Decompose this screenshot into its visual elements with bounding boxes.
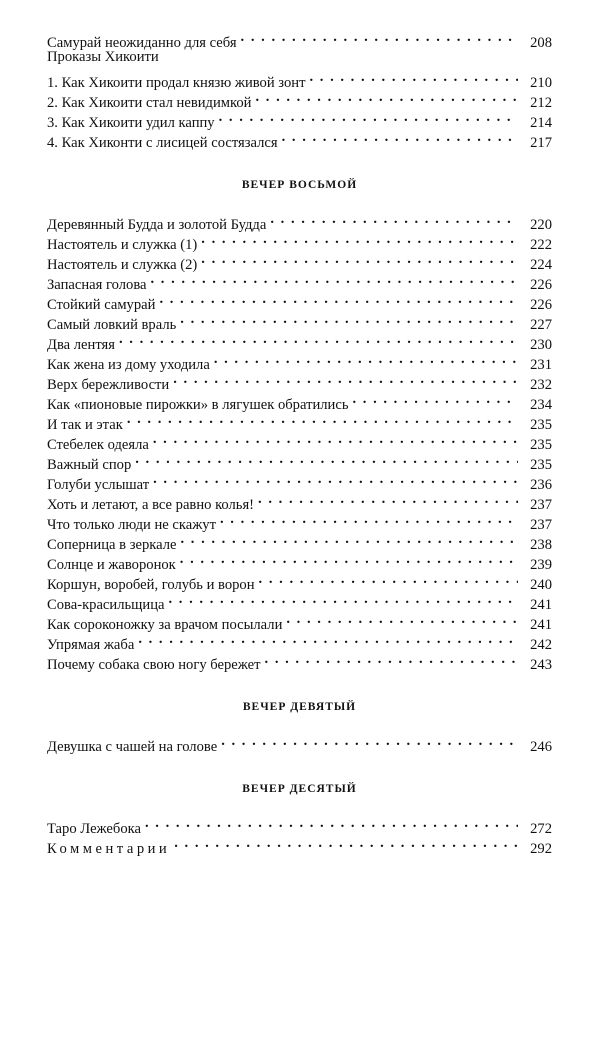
toc-entry-page: 226 <box>530 277 552 293</box>
toc-entry-title: Стебелек одеяла <box>47 437 149 453</box>
dot-leader <box>145 813 518 833</box>
toc-entry-title: Солнце и жаворонок <box>47 557 176 573</box>
toc-entry[interactable] <box>47 731 552 755</box>
spacer <box>47 717 552 731</box>
dot-leader <box>151 269 519 289</box>
toc-entry-page: 235 <box>530 457 552 473</box>
toc-entry-title: Как жена из дому уходила <box>47 357 210 373</box>
toc-entry-page: 239 <box>530 557 552 573</box>
toc-entry-title: Хоть и летают, а все равно колья! <box>47 497 255 513</box>
toc-entry-title: Соперница в зеркале <box>47 537 177 553</box>
dot-leader <box>259 569 518 589</box>
toc-entry-page: 220 <box>530 217 552 233</box>
toc-entry-title: 3. Как Хикоити удил каппу <box>47 115 215 131</box>
toc-entry-page: 235 <box>530 417 552 433</box>
toc-entry-title: Верх бережливости <box>47 377 170 393</box>
spacer <box>47 799 552 813</box>
toc-entry-page: 214 <box>530 115 552 131</box>
toc-entry-page: 234 <box>530 397 552 413</box>
dot-leader <box>309 67 518 87</box>
toc-subheading-text: Проказы Хикоити <box>47 49 159 65</box>
toc-entry-title: Комментарии <box>47 841 171 857</box>
toc-entry-page: 224 <box>530 257 552 273</box>
toc-entry-page: 217 <box>530 135 552 151</box>
toc-entry[interactable] <box>47 209 552 233</box>
dot-leader <box>352 389 518 409</box>
toc-entry-page: 226 <box>530 297 552 313</box>
dot-leader <box>241 27 518 47</box>
toc-entry-page: 243 <box>530 657 552 673</box>
dot-leader <box>173 369 518 389</box>
dot-leader <box>180 549 518 569</box>
toc-entry-title: И так и этак <box>47 417 123 433</box>
dot-leader <box>135 449 518 469</box>
dot-leader <box>286 609 518 629</box>
dot-leader <box>180 309 518 329</box>
toc-entry-page: 237 <box>530 497 552 513</box>
toc-entry-page: 235 <box>530 437 552 453</box>
toc-entry-title: Стойкий самурай <box>47 297 156 313</box>
toc-entry-page: 210 <box>530 75 552 91</box>
toc-entry-title: Запасная голова <box>47 277 147 293</box>
dot-leader <box>270 209 518 229</box>
dot-leader <box>219 107 518 127</box>
toc-entry-page: 237 <box>530 517 552 533</box>
toc-entry-page: 227 <box>530 317 552 333</box>
dot-leader <box>153 469 518 489</box>
toc-entry-page: 212 <box>530 95 552 111</box>
toc-entry-title: Коршун, воробей, голубь и ворон <box>47 577 255 593</box>
dot-leader <box>214 349 518 369</box>
toc-entry-title: Что только люди не скажут <box>47 517 216 533</box>
toc-entry-page: 238 <box>530 537 552 553</box>
toc-entry-title: Упрямая жаба <box>47 637 135 653</box>
toc-entry-page: 231 <box>530 357 552 373</box>
toc-entry[interactable] <box>47 813 552 837</box>
dot-leader <box>119 329 518 349</box>
toc-entry-title: Девушка с чашей на голове <box>47 739 218 755</box>
toc-entry-page: 208 <box>530 35 552 51</box>
dot-leader <box>201 229 518 249</box>
table-of-contents <box>47 27 552 857</box>
toc-entry-page: 236 <box>530 477 552 493</box>
toc-entry[interactable] <box>47 349 552 373</box>
dot-leader <box>127 409 518 429</box>
dot-leader <box>220 509 518 529</box>
dot-leader <box>282 127 518 147</box>
dot-leader <box>153 429 518 449</box>
toc-entry-title: Сова-красильщица <box>47 597 165 613</box>
dot-leader <box>265 649 518 669</box>
toc-entry-title: Как «пионовые пирожки» в лягушек обратились <box>47 397 349 413</box>
toc-entry-page: 241 <box>530 597 552 613</box>
toc-entry-title: Настоятель и служка (2) <box>47 257 198 273</box>
toc-entry-title: Самый ловкий враль <box>47 317 177 333</box>
toc-entry-title: Настоятель и служка (1) <box>47 237 198 253</box>
toc-entry-page: 222 <box>530 237 552 253</box>
section-heading: ВЕЧЕР ДЕВЯТЫЙ <box>242 701 357 713</box>
dot-leader <box>258 489 518 509</box>
toc-entry[interactable] <box>47 67 552 91</box>
toc-entry-title: Деревянный Будда и золотой Будда <box>47 217 267 233</box>
dot-leader <box>180 529 518 549</box>
toc-entry-page: 246 <box>530 739 552 755</box>
dot-leader <box>221 731 518 751</box>
section-heading: ВЕЧЕР ВОСЬМОЙ <box>241 179 358 191</box>
toc-entry-page: 242 <box>530 637 552 653</box>
toc-entry-page: 292 <box>530 841 552 857</box>
toc-entry-title: Таро Лежебока <box>47 821 141 837</box>
toc-entry-page: 232 <box>530 377 552 393</box>
toc-entry-page: 272 <box>530 821 552 837</box>
toc-entry-title: Важный спор <box>47 457 132 473</box>
toc-entry-title: 4. Как Хиконти с лисицей состязался <box>47 135 278 151</box>
toc-entry-title: Голуби услышат <box>47 477 150 493</box>
toc-subheading <box>47 47 552 67</box>
toc-entry-title: 2. Как Хикоити стал невидимкой <box>47 95 252 111</box>
dot-leader <box>169 589 519 609</box>
toc-entry[interactable] <box>47 329 552 353</box>
spacer <box>47 195 552 209</box>
toc-entry-title: 1. Как Хикоити продал князю живой зонт <box>47 75 306 91</box>
toc-entry-title: Самурай неожиданно для себя <box>47 35 237 51</box>
toc-entry-page: 230 <box>530 337 552 353</box>
dot-leader <box>201 249 518 269</box>
toc-entry-title: Как сороконожку за врачом посылали <box>47 617 283 633</box>
toc-entry-page: 240 <box>530 577 552 593</box>
dot-leader <box>138 629 518 649</box>
dot-leader <box>255 87 518 107</box>
dot-leader <box>159 289 518 309</box>
toc-entry-title: Два лентяя <box>47 337 115 353</box>
toc-entry[interactable] <box>47 27 552 51</box>
section-heading: ВЕЧЕР ДЕСЯТЫЙ <box>242 783 357 795</box>
toc-entry-page: 241 <box>530 617 552 633</box>
toc-entry-title: Почему собака свою ногу бережет <box>47 657 261 673</box>
dot-leader <box>174 833 518 853</box>
